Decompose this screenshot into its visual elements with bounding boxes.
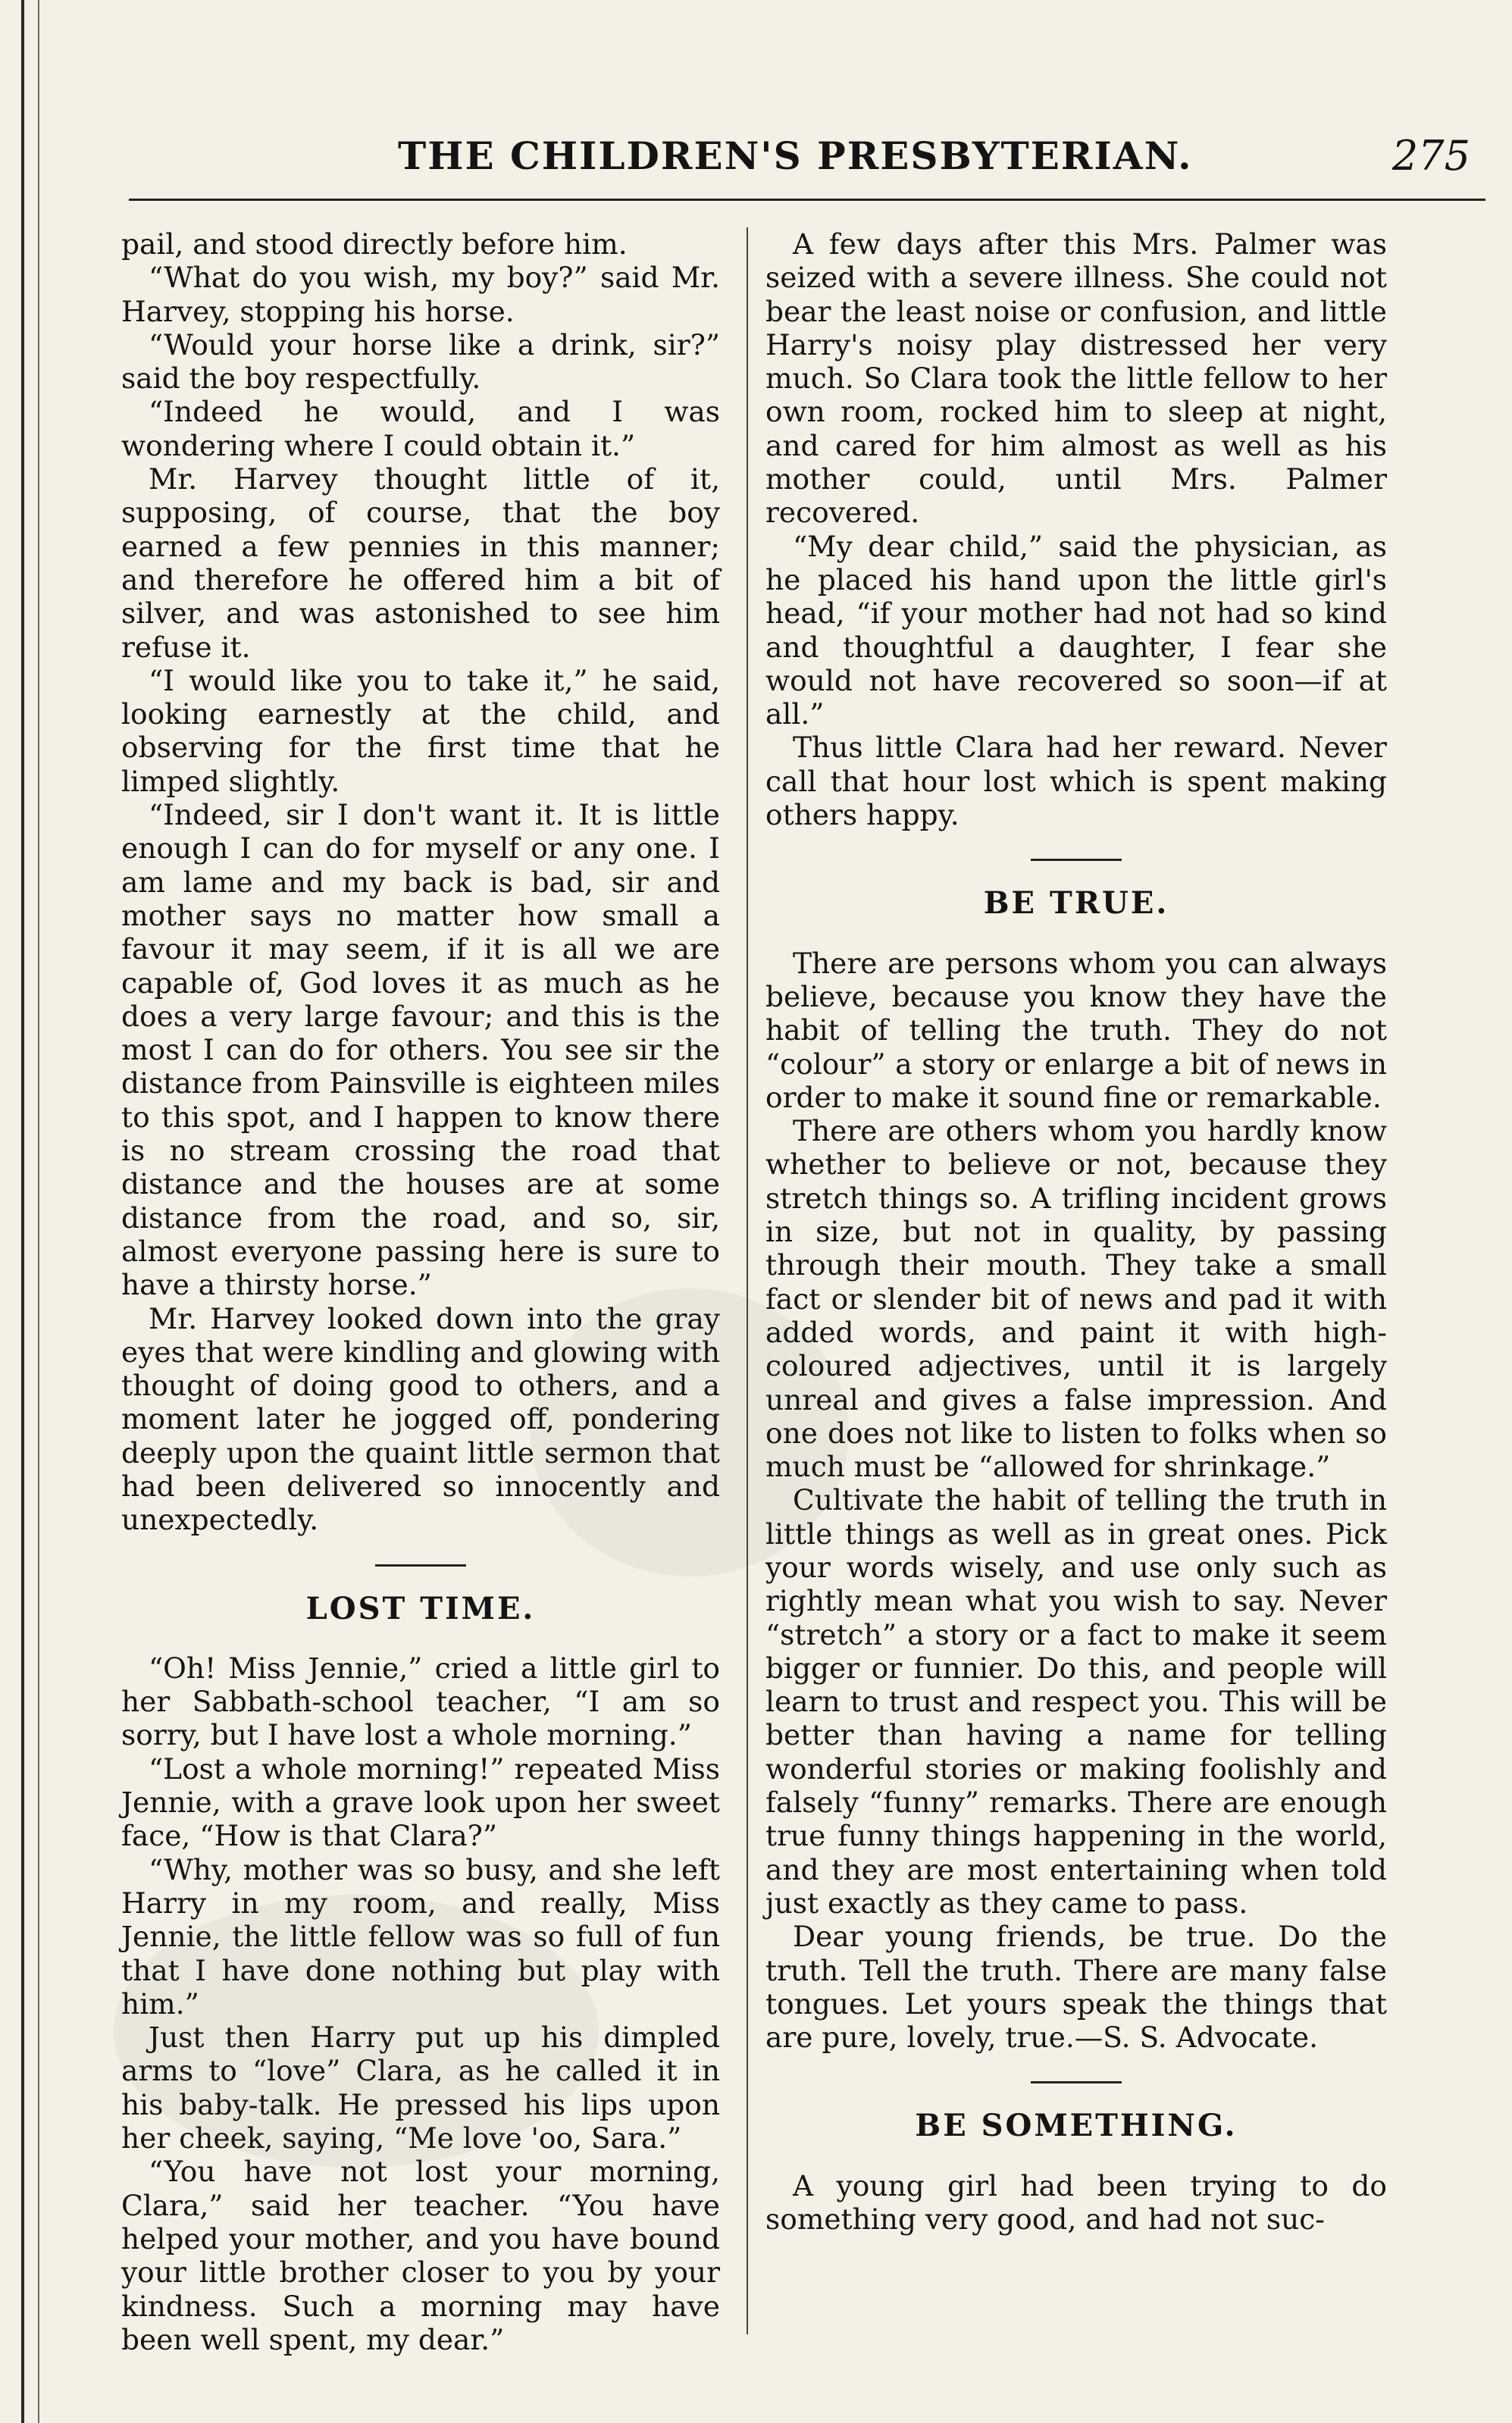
story-paragraph: Mr. Harvey thought little of it, supposing, of course, that the boy earned a few pennies in this manner; and therefore he offered him a bit of silver, and was astonished to see him refuse it. xyxy=(121,462,720,664)
lost-time-paragraph: “You have not lost your morning, Clara,” said her teacher. “You have helped your mother, and you have bound your little brother closer to you by your kindness. Such a morning may have been well spent, my dear.” xyxy=(121,2155,720,2356)
story-paragraph: “What do you wish, my boy?” said Mr. Harvey, stopping his horse. xyxy=(121,261,720,328)
story-paragraph: “I would like you to take it,” he said, looking earnestly at the child, and observing for the first time that he limped slightly. xyxy=(121,663,720,798)
page-header xyxy=(91,127,1478,188)
section-rule xyxy=(1031,859,1122,861)
heading-be-something: BE SOMETHING. xyxy=(915,2108,1238,2144)
lost-time-paragraph: Just then Harry put up his dimpled arms to “love” Clara, as he called it in his baby-talk. He pressed his lips upon her cheek, saying, “Me love 'oo, Sara.” xyxy=(121,2021,720,2155)
story-paragraph: “Indeed, sir I don't want it. It is little enough I can do for myself or any one. I am lame and my back is bad, sir and mother says no matter how small a favour it may seem, if it is all we are capable of, God loves it as much as he does a very large favour; and this is the most I can do for others. You see sir the distance from Painsville is eighteen miles to this spot, and I happen to know there is no stream crossing the road that distance and the houses are at some distance from the road, and so, sir, almost everyone passing here is sure to have a thirsty horse.” xyxy=(121,798,720,1302)
page-number: 275 xyxy=(1391,132,1470,180)
lost-time-paragraph: “Oh! Miss Jennie,” cried a little girl to her Sabbath-school teacher, “I am so sorry, but I have lost a whole morning.” xyxy=(121,1651,720,1752)
section-rule xyxy=(375,1564,466,1567)
story-paragraph: Mr. Harvey looked down into the gray eyes that were kindling and glowing with thought of doing good to others, and a moment later he jogged off, pondering deeply upon the quaint little sermon that had been delivered so innocently and unexpectedly. xyxy=(121,1301,720,1537)
page-title: THE CHILDREN'S PRESBYTERIAN. xyxy=(398,133,1193,178)
binding-rule-thin xyxy=(38,0,39,2423)
right-column xyxy=(765,227,1387,2236)
be-true-paragraph: There are others whom you hardly know whether to believe or not, because they stretch things so. A trifling incident grows in size, but not in quality, by passing through their mouth. They take a small fact or slender bit of news and pad it with added words, and paint it with high-coloured adjectives, until it is largely unreal and gives a false impression. And one does not like to listen to folks when so much must be “allowed for shrinkage.” xyxy=(765,1114,1387,1484)
story-paragraph: pail, and stood directly before him. xyxy=(121,227,628,261)
column-divider xyxy=(747,227,748,2334)
story-paragraph: “My dear child,” said the physician, as he placed his hand upon the little girl's head, “if your mother had not had so kind and thoughtful a daughter, I fear she would not have recovered so soon—if at all.” xyxy=(765,529,1387,731)
be-something-paragraph: A young girl had been trying to do something very good, and had not suc- xyxy=(765,2168,1387,2237)
be-true-paragraph: Cultivate the habit of telling the truth in little things as well as in great ones. Pick your words wisely, and use only such as rightly mean what you wish to say. Never “stretch” a story or a fact to make it seem bigger or funnier. Do this, and people will learn to trust and respect you. This will be better than having a name for telling wonderful stories or making foolishly and falsely “funny” remarks. There are enough true funny things happening in the world, and they are most entertaining when told just exactly as they came to pass. xyxy=(765,1483,1387,1920)
binding-rule xyxy=(21,0,24,2423)
be-true-paragraph: Dear young friends, be true. Do the truth. Tell the truth. There are many false tongues. Let yours speak the things that are pure, lovely, true.—S. S. Advocate. xyxy=(765,1920,1387,2055)
section-rule xyxy=(1031,2081,1122,2083)
story-paragraph: A few days after this Mrs. Palmer was seized with a severe illness. She could not bear the least noise or confusion, and little Harry's noisy play distressed her very much. So Clara took the little fellow to her own room, rocked him to sleep at night, and cared for him almost as well as his mother could, until Mrs. Palmer recovered. xyxy=(765,227,1387,530)
story-paragraph: Thus little Clara had her reward. Never call that hour lost which is spent making others happy. xyxy=(765,731,1387,832)
header-rule xyxy=(129,199,1485,201)
heading-lost-time: LOST TIME. xyxy=(305,1590,536,1626)
left-column xyxy=(121,227,720,2356)
story-paragraph: “Indeed he would, and I was wondering where I could obtain it.” xyxy=(121,395,720,462)
story-paragraph: “Would your horse like a drink, sir?” said the boy respectfully. xyxy=(121,327,720,396)
heading-be-true: BE TRUE. xyxy=(983,885,1169,922)
lost-time-paragraph: “Why, mother was so busy, and she left Harry in my room, and really, Miss Jennie, the little fellow was so full of fun that I have done nothing but play with him.” xyxy=(121,1852,720,2021)
lost-time-paragraph: “Lost a whole morning!” repeated Miss Jennie, with a grave look upon her sweet face, “How is that Clara?” xyxy=(121,1752,720,1853)
be-true-paragraph: There are persons whom you can always believe, because you know they have the habit of telling the truth. They do not “colour” a story or enlarge a bit of news in order to make it sound fine or remarkable. xyxy=(765,946,1387,1114)
